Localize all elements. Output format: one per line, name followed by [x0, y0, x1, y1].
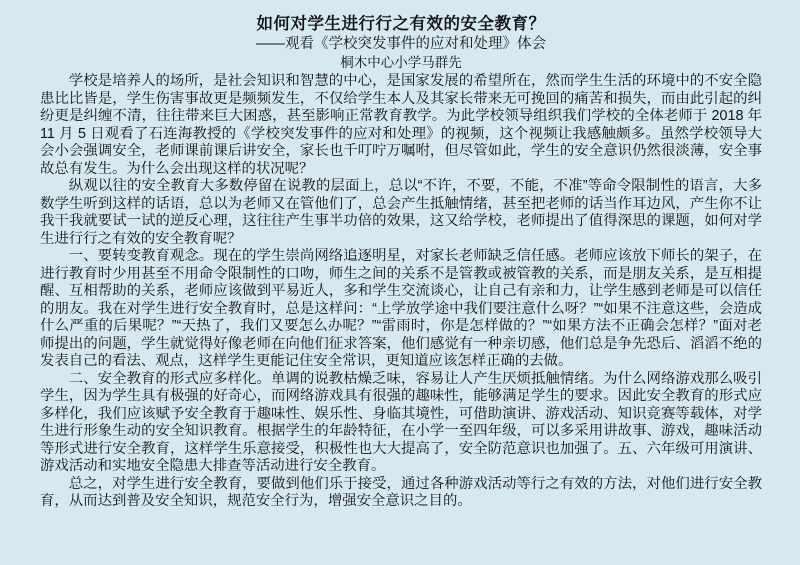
document-body — [40, 73, 762, 511]
document-title: 如何对学生进行行之有效的安全教育？ — [256, 15, 546, 33]
paragraph-intro: 学校是培养人的场所，是社会知识和智慧的中心，是国家发展的希望所在，然而学生生活的环境中的不安全隐患比比皆是，学生伤害事故更是频频发生，不仅给学生本人及其家长带来无可挽回的痛苦和损失，而由此引起的纠纷更是纠缠不清，往往带来巨大困惑，甚至影响正常教育教学。为此学校领导组织我们学校的全体老师于 2018 年 11 月 5 日观看了石连海教授的《学校突发事件的应对和处理》的视频，这个视频让我感触颇多。虽然学校领导大会小会强调安全，老师课前课后讲安全，家长也千叮咛万嘱咐，但尽管如此，学生的安全意识仍然很淡薄，安全事故总有发生。为什么会出现这样的状况呢？ — [40, 73, 762, 177]
paragraph-point-two: 二、安全教育的形式应多样化。单调的说教枯燥乏味，容易让人产生厌烦抵触情绪。为什么网络游戏那么吸引学生，因为学生具有极强的好奇心，而网络游戏具有很强的趣味性，能够满足学生的要求。因此安全教育的形式应多样化，我们应该赋予安全教育于趣味性、娱乐性、身临其境性，可借助演讲、游戏活动、知识竞赛等载体，对学生进行形象生动的安全知识教育。根据学生的年龄特征，在小学一至四年级，可以多采用讲故事、游戏，趣味活动等形式进行安全教育，这样学生乐意接受，积极性也大大提高了，安全防范意识也加强了。五、六年级可用演讲、游戏活动和实地安全隐患大排查等活动进行安全教育。 — [40, 370, 762, 474]
document-author: 桐木中心小学马群先 — [340, 55, 462, 70]
paragraph-problem-analysis: 纵观以往的安全教育大多数停留在说教的层面上，总以“不许，不要，不能，不准”等命令限制性的语言，大多数学生听到这样的话语，总以为老师又在管他们了，总会产生抵触情绪，甚至把老师的话当作耳边风，产生你不让我干我就要试一试的逆反心理，这往往产生事半功倍的效果，这又给学校，老师提出了值得深思的课题，如何对学生进行行之有效的安全教育呢？ — [40, 178, 762, 247]
paragraph-point-one: 一、要转变教育观念。现在的学生崇尚网络追逐明星，对家长老师缺乏信任感。老师应该放下师长的架子，在进行教育时少用甚至不用命令限制性的口吻，师生之间的关系不是管教或被管教的关系，而是朋友关系，是互相提醒、互相帮助的关系，老师应该做到平易近人，多和学生交流谈心，让自己有亲和力，让学生感到老师是可以信任的朋友。我在对学生进行安全教育时，总是这样问：“上学放学途中我们要注意什么呀？”“如果不注意这些，会造成什么严重的后果呢？”“天热了，我们又要怎么办呢？”“雷雨时，你是怎样做的？”“如果方法不正确会怎样？”面对老师提出的问题，学生就觉得好像老师在向他们征求答案，他们感觉有一种亲切感，他们总是争先恐后、滔滔不绝的发表自己的看法、观点，这样学生更能记住安全常识，更知道应该怎样正确的去做。 — [40, 248, 762, 369]
paragraph-conclusion: 总之，对学生进行安全教育，要做到他们乐于接受，通过各种游戏活动等行之有效的方法，对他们进行安全教育，从而达到普及安全知识，规范安全行为，增强安全意识之目的。 — [40, 475, 762, 509]
document-subtitle: ——观看《学校突发事件的应对和处理》体会 — [256, 36, 546, 52]
